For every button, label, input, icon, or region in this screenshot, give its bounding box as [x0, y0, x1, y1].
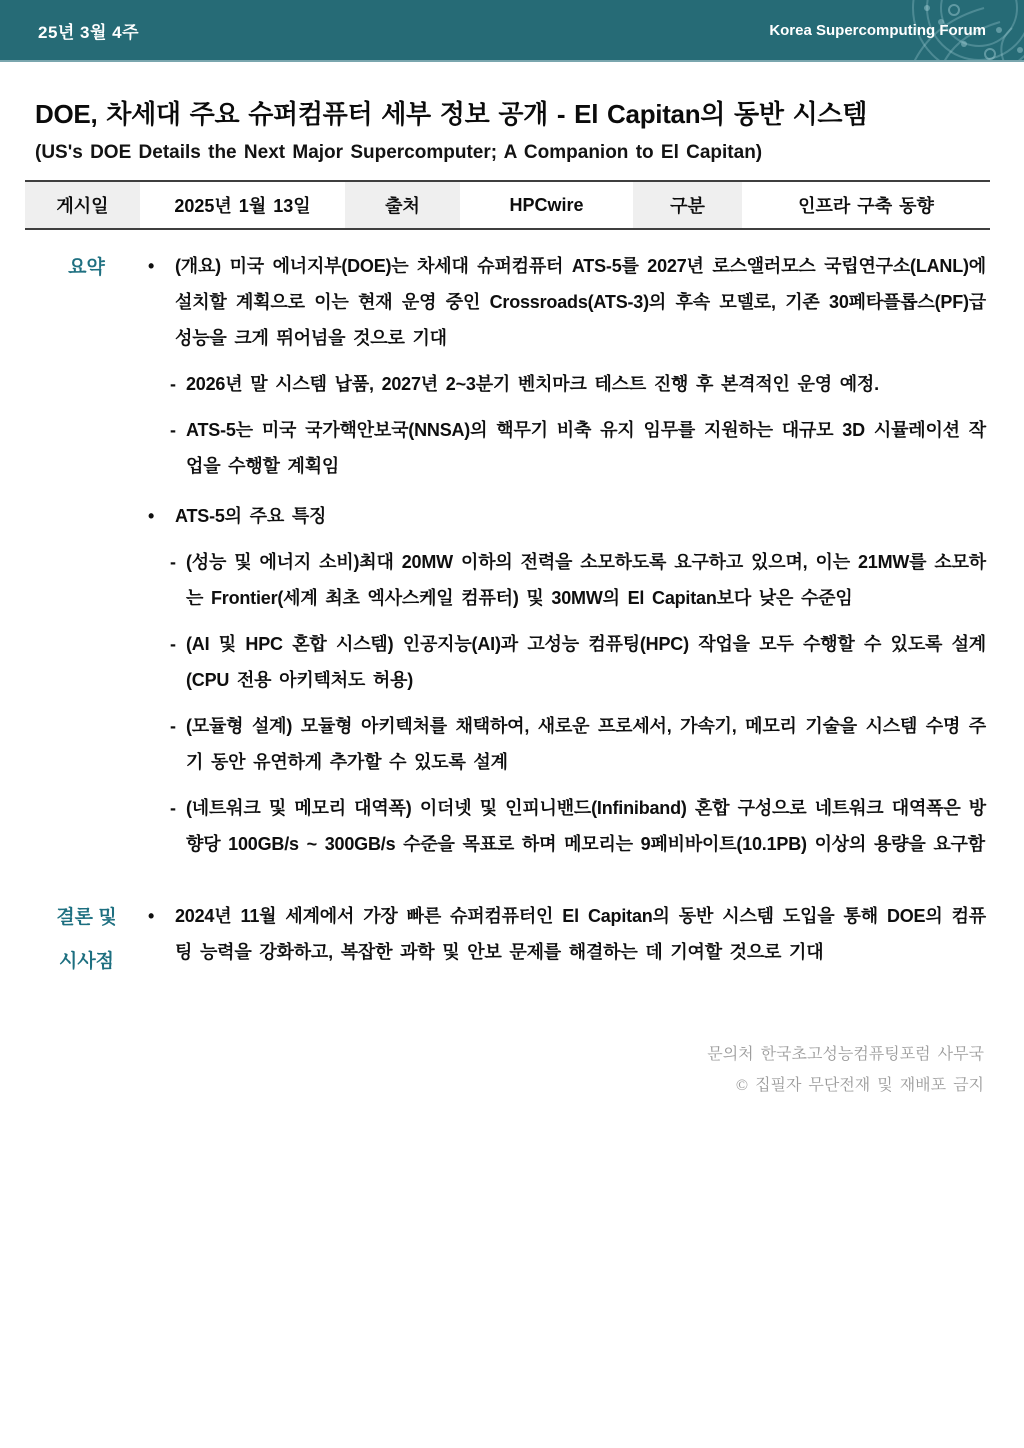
- page-subtitle: (US's DOE Details the Next Major Supercomputer; A Companion to El Capitan): [35, 142, 763, 163]
- dash-marker: -: [170, 552, 176, 572]
- summary-item-text: 2026년 말 시스템 납품, 2027년 2~3분기 벤치마크 테스트 진행 후 본격적인 운영 예정.: [186, 374, 879, 394]
- conclusion-label-line2: 시사점: [58, 951, 115, 972]
- summary-item: [170, 626, 986, 698]
- meta-table: [25, 180, 990, 230]
- page-title: DOE, 차세대 주요 슈퍼컴퓨터 세부 정보 공개 - El Capitan의 동반 시스템: [35, 99, 868, 129]
- dash-marker: -: [170, 634, 176, 654]
- summary-item: [148, 248, 986, 356]
- conclusion-item: [148, 898, 986, 970]
- summary-section: [0, 248, 1024, 872]
- dash-marker: -: [170, 798, 176, 818]
- summary-item-text: (AI 및 HPC 혼합 시스템) 인공지능(AI)과 고성능 컴퓨팅(HPC) 작업을 모두 수행할 수 있도록 설계 (CPU 전용 아키텍처도 허용): [186, 634, 986, 690]
- summary-item-text: (개요) 미국 에너지부(DOE)는 차세대 슈퍼컴퓨터 ATS-5를 2027년 로스앨러모스 국립연구소(LANL)에 설치할 계획으로 이는 현재 운영 중인 Crossroads(ATS-3)의 후속 모델로, 기존 30페타플롭스(PF)급 성능을 크게 뛰어넘을 것으로 기대: [175, 256, 986, 348]
- dash-marker: -: [170, 374, 176, 394]
- conclusion-content: [148, 898, 986, 987]
- bullet-marker: •: [148, 906, 155, 926]
- meta-value-date: 2025년 1월 13일: [174, 196, 311, 216]
- summary-item: [170, 412, 986, 484]
- meta-label-source: 출처: [345, 182, 460, 228]
- summary-item: [170, 544, 986, 616]
- footer-copyright: © 집필자 무단전재 및 재배포 금지: [735, 1077, 984, 1094]
- forum-brand-label: Korea Supercomputing Forum: [769, 21, 986, 39]
- conclusion-section: [0, 898, 1024, 987]
- summary-item: [148, 498, 986, 534]
- bullet-marker: •: [148, 506, 155, 526]
- conclusion-section-label: [25, 898, 148, 987]
- summary-item-text: ATS-5의 주요 특징: [175, 506, 327, 526]
- meta-label-date: 게시일: [25, 182, 140, 228]
- conclusion-label-line1: 결론 및: [56, 907, 117, 928]
- header-bar: [0, 0, 1024, 62]
- summary-item: [170, 708, 986, 780]
- dash-marker: -: [170, 716, 176, 736]
- footer-contact: 문의처 한국초고성능컴퓨팅포럼 사무국: [707, 1046, 984, 1063]
- meta-value-category: 인프라 구축 동향: [798, 196, 934, 216]
- summary-item: [170, 790, 986, 862]
- meta-value-source: HPCwire: [509, 194, 584, 215]
- summary-item-text: (모듈형 설계) 모듈형 아키텍처를 채택하여, 새로운 프로세서, 가속기, 메모리 기술을 시스템 수명 주기 동안 유연하게 추가할 수 있도록 설계: [186, 716, 986, 772]
- issue-week-label: 25년 3월 4주: [38, 22, 140, 42]
- summary-item-text: (네트워크 및 메모리 대역폭) 이더넷 및 인피니밴드(Infiniband) 혼합 구성으로 네트워크 대역폭은 방향당 100GB/s ~ 300GB/s 수준을 목표로 하며 메모리는 9페비바이트(10.1PB) 이상의 용량을 요구함: [186, 798, 986, 854]
- dash-marker: -: [170, 420, 176, 440]
- summary-content: [148, 248, 986, 872]
- bullet-marker: •: [148, 256, 155, 276]
- page-footer: [0, 1039, 1024, 1101]
- summary-section-label: 요약: [68, 257, 105, 278]
- summary-item-text: ATS-5는 미국 국가핵안보국(NNSA)의 핵무기 비축 유지 임무를 지원하는 대규모 3D 시뮬레이션 작업을 수행할 계획임: [186, 420, 986, 476]
- summary-item: [170, 366, 986, 402]
- conclusion-item-text: 2024년 11월 세계에서 가장 빠른 슈퍼컴퓨터인 El Capitan의 동반 시스템 도입을 통해 DOE의 컴퓨팅 능력을 강화하고, 복잡한 과학 및 안보 문제를 해결하는 데 기여할 것으로 기대: [175, 906, 986, 962]
- meta-label-category: 구분: [633, 182, 742, 228]
- summary-item-text: (성능 및 에너지 소비)최대 20MW 이하의 전력을 소모하도록 요구하고 있으며, 이는 21MW를 소모하는 Frontier(세계 최초 엑사스케일 컴퓨터) 및 30MW의 El Capitan보다 낮은 수준임: [186, 552, 986, 608]
- title-block: [0, 62, 1024, 165]
